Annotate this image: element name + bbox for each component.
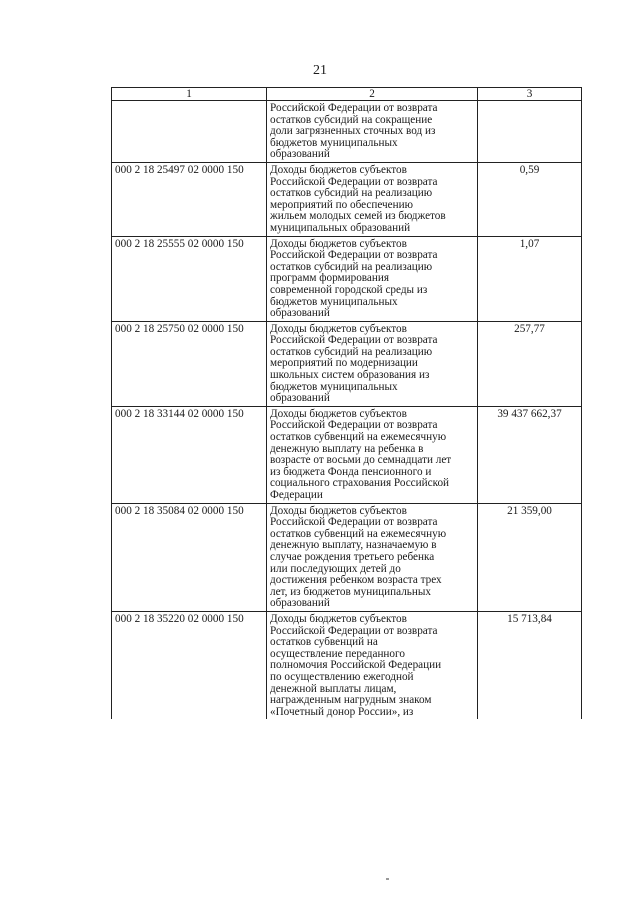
column-header-2: 2 [267,88,478,101]
page-number: 21 [313,63,327,78]
amount: 1,07 [478,236,582,321]
amount [478,101,582,163]
budget-code: 000 2 18 33144 02 0000 150 [112,406,267,503]
table-row [112,503,582,611]
amount: 0,59 [478,162,582,236]
budget-code: 000 2 18 35220 02 0000 150 [112,611,267,719]
amount: 257,77 [478,321,582,406]
budget-table [111,87,582,719]
income-description: Доходы бюджетов субъектов Российской Федерации от возврата остатков субсидий на реализацию мероприятий по модернизации школьных систем образования из бюджетов муниципальных образований [267,321,478,406]
income-description: Доходы бюджетов субъектов Российской Федерации от возврата остатков субвенций на осуществление переданного полномочия Российской Федерации по осуществлению ежегодной денежной выплаты лицам, награжденным нагрудным знаком «Почетный донор России», из [267,611,478,719]
scan-speck [386,878,389,880]
income-description: Российской Федерации от возврата остатков субсидий на сокращение доли загрязненных сточных вод из бюджетов муниципальных образований [267,101,478,163]
income-description: Доходы бюджетов субъектов Российской Федерации от возврата остатков субсидий на реализацию программ формирования современной городской среды из бюджетов муниципальных образований [267,236,478,321]
income-description: Доходы бюджетов субъектов Российской Федерации от возврата остатков субвенций на ежемесячную денежную выплату на ребенка в возрасте от восьми до семнадцати лет из бюджета Фонда пенсионного и социального страхования Российской Федерации [267,406,478,503]
amount: 15 713,84 [478,611,582,719]
column-header-3: 3 [478,88,582,101]
amount: 21 359,00 [478,503,582,611]
budget-code: 000 2 18 35084 02 0000 150 [112,503,267,611]
table-row [112,101,582,163]
table-row [112,236,582,321]
table-row [112,406,582,503]
table-row [112,162,582,236]
budget-code: 000 2 18 25555 02 0000 150 [112,236,267,321]
budget-code: 000 2 18 25497 02 0000 150 [112,162,267,236]
header-row [112,88,582,101]
amount: 39 437 662,37 [478,406,582,503]
budget-code: 000 2 18 25750 02 0000 150 [112,321,267,406]
budget-code [112,101,267,163]
income-description: Доходы бюджетов субъектов Российской Федерации от возврата остатков субвенций на ежемесячную денежную выплату, назначаемую в случае рождения третьего ребенка или последующих детей до достижения ребенком возраста трех лет, из бюджетов муниципальных образований [267,503,478,611]
table-row [112,611,582,719]
table-row [112,321,582,406]
income-description: Доходы бюджетов субъектов Российской Федерации от возврата остатков субсидий на реализацию мероприятий по обеспечению жильем молодых семей из бюджетов муниципальных образований [267,162,478,236]
column-header-1: 1 [112,88,267,101]
